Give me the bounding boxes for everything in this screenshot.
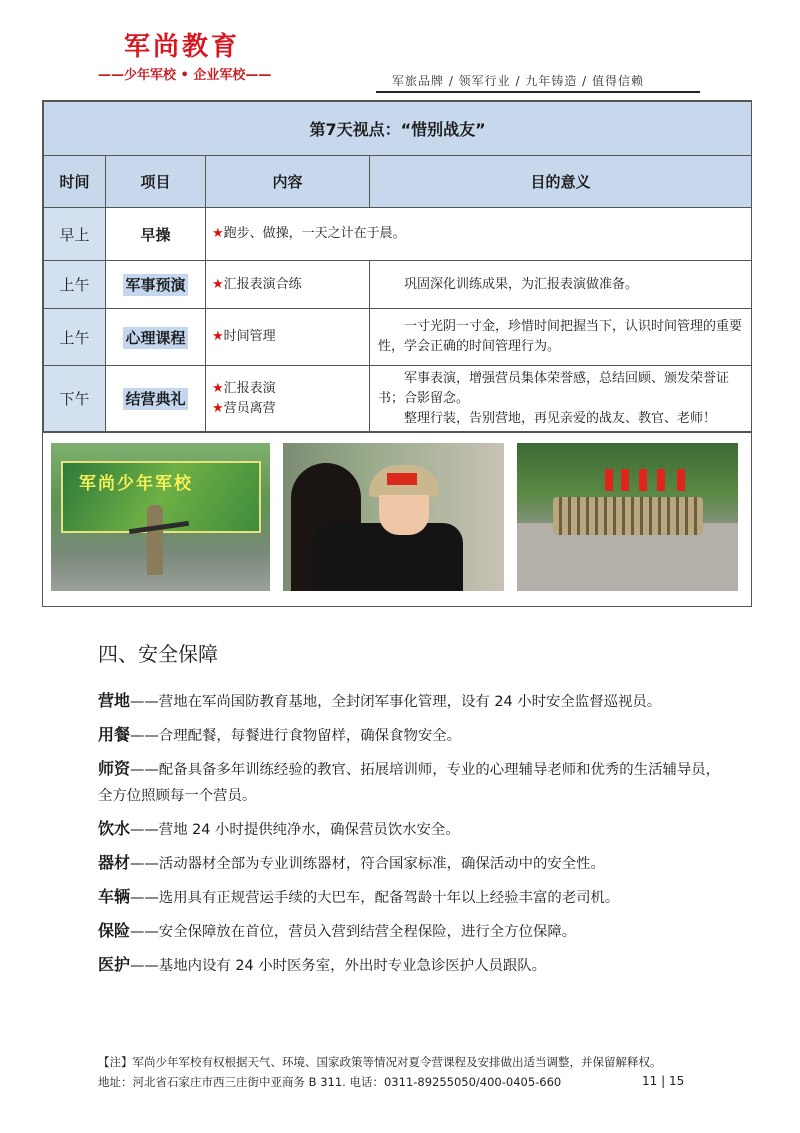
list-item: 器材——活动器材全部为专业训练器材，符合国家标准，确保活动中的安全性。 xyxy=(98,853,605,872)
banner-text: 军尚少年军校 xyxy=(79,474,193,494)
column-header-item: 项目 xyxy=(106,156,206,208)
row-purpose: 一寸光阴一寸金，珍惜时间把握当下，认识时间管理的重要性，学会正确的时间管理行为。 xyxy=(370,309,752,366)
star-icon: ★ xyxy=(212,380,224,396)
photo-farewell-hug xyxy=(283,443,504,591)
row-item: 心理课程 xyxy=(106,309,206,366)
header-slogan: 军旅品牌 / 领军行业 / 九年铸造 / 值得信赖 xyxy=(392,74,645,88)
row-purpose: 巩固深化训练成果，为汇报表演做准备。 xyxy=(370,261,752,309)
safety-list xyxy=(98,688,728,986)
star-icon: ★ xyxy=(212,329,224,344)
star-icon: ★ xyxy=(212,276,224,292)
star-icon: ★ xyxy=(212,400,224,416)
photo-strip xyxy=(43,432,751,606)
row-purpose: 军事表演，增强营员集体荣誉感，总结回顾、颁发荣誉证书；合影留念。 整理行装，告别营地，再见亲爱的战友、教官、老师！ xyxy=(370,366,752,432)
row-item: 早操 xyxy=(106,208,206,261)
row-time: 上午 xyxy=(44,309,106,366)
photo-march xyxy=(517,443,738,591)
table-header-row xyxy=(44,156,752,208)
table-row xyxy=(44,366,752,432)
footer-note: 【注】军尚少年军校有权根据天气、环境、国家政策等情况对夏令营课程及安排做出适当调整，并保留解释权。 xyxy=(98,1055,662,1069)
row-time: 下午 xyxy=(44,366,106,432)
day7-schedule-table xyxy=(42,100,752,607)
schedule-title: 第7天视点：“惜别战友” xyxy=(44,102,752,156)
row-time: 早上 xyxy=(44,208,106,261)
row-content: ★汇报表演合练 xyxy=(206,261,370,309)
row-content: ★汇报表演 ★营员离营 xyxy=(206,366,370,432)
table-row xyxy=(44,309,752,366)
row-time: 上午 xyxy=(44,261,106,309)
table-row xyxy=(44,208,752,261)
row-content: ★跑步、做操，一天之计在于晨。 xyxy=(206,208,752,261)
row-item: 结营典礼 xyxy=(106,366,206,432)
footer-address: 地址：河北省石家庄市西三庄街中亚商务 B 311. 电话：0311-89255050/400-0405-660 xyxy=(98,1075,562,1089)
star-icon: ★ xyxy=(212,226,224,241)
list-item: 车辆——选用具有正规营运手续的大巴车，配备驾龄十年以上经验丰富的老司机。 xyxy=(98,887,620,906)
photo-performance xyxy=(51,443,270,591)
column-header-content: 内容 xyxy=(206,156,370,208)
row-content: ★时间管理 xyxy=(206,309,370,366)
brand-logo-text: 军尚教育 xyxy=(124,32,241,62)
header-divider xyxy=(376,91,700,93)
brand-subtitle: ——少年军校 • 企业军校—— xyxy=(98,68,272,83)
list-item: 饮水——营地 24 小时提供纯净水，确保营员饮水安全。 xyxy=(98,819,460,838)
list-item: 用餐——合理配餐，每餐进行食物留样，确保食物安全。 xyxy=(98,725,462,744)
table-row xyxy=(44,261,752,309)
list-item: 营地——营地在军尚国防教育基地，全封闭军事化管理，设有 24 小时安全监督巡视员。 xyxy=(98,691,662,710)
row-item: 军事预演 xyxy=(106,261,206,309)
list-item: 保险——安全保障放在首位，营员入营到结营全程保险，进行全方位保障。 xyxy=(98,921,577,940)
column-header-purpose: 目的意义 xyxy=(370,156,752,208)
list-item: 医护——基地内设有 24 小时医务室，外出时专业急诊医护人员跟队。 xyxy=(98,955,547,974)
section-title: 四、安全保障 xyxy=(98,642,218,666)
column-header-time: 时间 xyxy=(44,156,106,208)
list-item: 师资——配备具备多年训练经验的教官、拓展培训师，专业的心理辅导老师和优秀的生活辅导员，全方位照顾每一个营员。 xyxy=(98,759,721,804)
page-number: 11 | 15 xyxy=(642,1074,685,1088)
